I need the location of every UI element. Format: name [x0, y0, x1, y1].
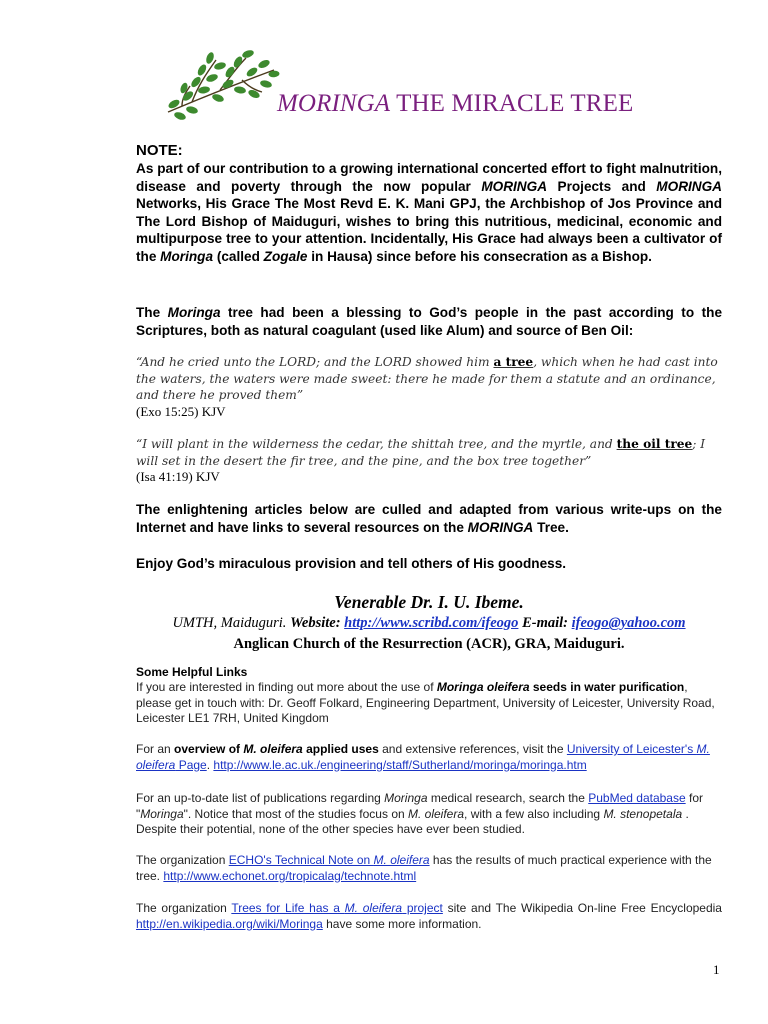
text: tree had been a blessing to God’s people in the past according to the Scriptures, both as natural coagulant (used like Alum) and source of Ben Oil: — [136, 305, 723, 338]
link-text: project — [402, 901, 443, 915]
text: site and The Wikipedia On-line Free Encyclopedia — [442, 901, 722, 915]
link-text-italic: M. oleifera — [344, 901, 403, 915]
helpful-link-item — [136, 680, 722, 727]
text-italic: M. stenopetala — [603, 806, 683, 821]
text: For an — [136, 742, 175, 756]
moringa-leaf-logo — [162, 46, 280, 124]
text: for " — [136, 791, 703, 821]
text: Tree. — [533, 519, 569, 535]
text: ". Notice that most of the studies focus on — [183, 806, 408, 821]
text: The organization — [136, 853, 229, 867]
website-link[interactable]: http://www.scribd.com/ifeogo — [344, 615, 519, 631]
church-name: Anglican Church of the Resurrection (ACR), GRA, Maiduguri. — [233, 636, 625, 652]
citation: (Isa 41:19) KJV — [136, 469, 220, 484]
text: The enlightening articles below are culled and adapted from various write-ups on the Internet and have links to several resources on the — [136, 502, 722, 535]
echonet-url-link[interactable]: http://www.echonet.org/tropicalag/technote.html — [163, 868, 417, 883]
email-link[interactable]: ifeogo@yahoo.com — [571, 615, 686, 631]
text: have some more information. — [322, 916, 482, 931]
text: The organization — [136, 901, 232, 915]
helpful-link-item — [136, 901, 722, 932]
scripture-quote-exodus — [136, 354, 722, 420]
text-italic: Zogale — [263, 248, 308, 264]
helpful-link-item — [136, 742, 722, 773]
text-italic: Moringa — [384, 791, 428, 805]
text: Projects and — [547, 178, 657, 194]
link-text: Trees for Life has a — [231, 901, 345, 915]
text: . — [206, 757, 214, 772]
text-bold: applied uses — [302, 742, 379, 756]
text: , with a few also including — [464, 806, 604, 821]
pubmed-link[interactable]: PubMed database — [588, 791, 686, 805]
text: For an up-to-date list of publications regarding — [136, 791, 385, 805]
text: and extensive references, visit the — [378, 742, 567, 756]
author-contact-line — [136, 615, 722, 632]
text: ; I will set in the desert the fir tree, and the pine, and the box tree together” — [136, 437, 706, 468]
text-italic: MORINGA — [481, 178, 548, 194]
text: If you are interested in finding out more about the use of — [136, 680, 437, 694]
link-text: University of Leicester's — [566, 742, 697, 756]
text: . Despite their potential, none of the other species have ever been studied. — [136, 806, 689, 837]
text: (called — [213, 248, 264, 264]
text: has the results of much practical experience with the tree. — [136, 853, 712, 883]
text: “And he cried unto the LORD; and the LORD showed him — [136, 355, 494, 369]
articles-paragraph — [136, 501, 722, 536]
website-label: Website: — [290, 615, 341, 631]
text: in Hausa) since before his consecration as a Bishop. — [307, 248, 652, 264]
page-number: 1 — [713, 962, 720, 977]
text: The — [136, 305, 168, 320]
title-rest: THE MIRACLE TREE — [390, 90, 634, 117]
wikipedia-link[interactable]: http://en.wikipedia.org/wiki/Moringa — [136, 916, 323, 931]
link-text-italic: M. oleifera — [373, 853, 430, 867]
text: medical research, search the — [427, 791, 589, 805]
title-italic: MORINGA — [277, 90, 391, 117]
author-place: UMTH, Maiduguri. — [172, 615, 291, 631]
text: “I will plant in the wilderness the cedar, the shittah tree, and the myrtle, and — [136, 437, 617, 451]
text: , which when he had cast into the waters, the waters were made sweet: there he made for them a statute and an ordinance, and there he proved them” — [136, 355, 718, 402]
closing-paragraph: Enjoy God’s miraculous provision and tell others of His goodness. — [136, 556, 567, 571]
highlight: a tree — [493, 355, 534, 369]
text-bold-italic: Moringa oleifera — [436, 680, 530, 694]
citation: (Exo 15:25) KJV — [136, 403, 226, 419]
helpful-link-item — [136, 853, 722, 884]
email-label: E-mail: — [522, 615, 568, 631]
highlight: the oil tree — [616, 437, 693, 451]
text-italic: Moringa — [160, 248, 214, 264]
text-bold: overview of — [174, 742, 244, 756]
link-text: Page — [175, 757, 207, 772]
intro-paragraph — [136, 160, 722, 266]
text-italic: MORINGA — [467, 519, 534, 535]
text-italic: Moringa — [140, 806, 184, 821]
text-italic: MORINGA — [656, 178, 722, 194]
text-bold: seeds in water purification — [529, 680, 685, 694]
echo-technote-link[interactable] — [229, 853, 430, 867]
text-italic: M. oleifera — [408, 806, 465, 821]
leicester-url-link[interactable]: http://www.le.ac.uk./engineering/staff/Sutherland/moringa/moringa.htm — [213, 757, 587, 772]
text: As part of our contribution to a growing international concerted effort to fight malnutrition, disease and poverty through the now popular — [136, 161, 722, 194]
scripture-intro-paragraph — [136, 304, 722, 339]
text-italic: Moringa — [167, 305, 221, 320]
link-text-italic: M. oleifera — [136, 742, 710, 772]
trees-for-life-link[interactable] — [231, 901, 443, 915]
author-name: Venerable Dr. I. U. Ibeme. — [334, 592, 524, 612]
text: , please get in touch with: Dr. Geoff Folkard, Engineering Department, University of Leicester, University Road, Leicester LE1 7RH, United Kingdom — [136, 680, 715, 726]
note-heading: NOTE: — [136, 142, 183, 159]
helpful-links-heading: Some Helpful Links — [136, 665, 248, 679]
text-bold-italic: M. oleifera — [243, 742, 303, 756]
link-text: ECHO's Technical Note on — [228, 853, 374, 867]
helpful-link-item — [136, 791, 722, 838]
document-title — [277, 90, 633, 118]
scripture-quote-isaiah — [136, 436, 722, 486]
text: Networks, His Grace The Most Revd E. K. Mani GPJ, the Archbishop of Jos Province and The Lord Bishop of Maiduguri, wishes to bring this nutritious, medicinal, economic and multipurpose tree to your attention. Incidentally, His Grace had always been a cultivator of the — [136, 196, 722, 264]
